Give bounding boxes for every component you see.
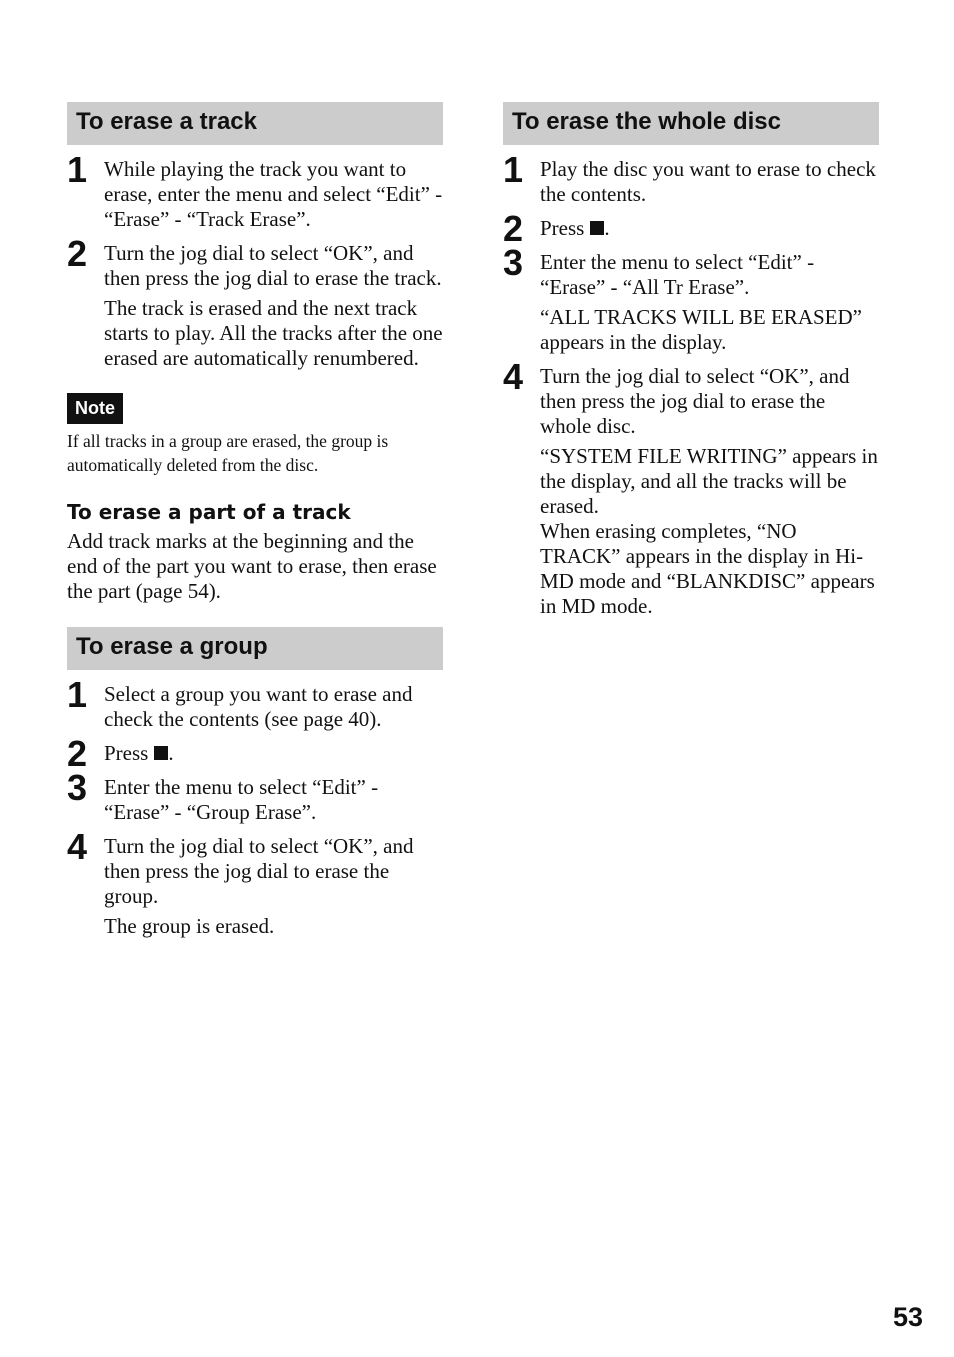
step [67,674,443,732]
step-text: Select a group you want to erase and check the contents (see page 40). [104,682,413,731]
step-number: 1 [503,149,524,190]
step-text: Enter the menu to select “Edit” - “Erase” - “All Tr Erase”. [540,250,815,299]
section-title-erase-track: To erase a track [67,102,443,145]
step-result-text: The track is erased and the next track starts to play. All the tracks after the one erased are automatically renumbered. [104,296,443,370]
step [67,767,443,825]
step-text-press [104,741,443,766]
step-number: 3 [503,242,524,283]
step-number: 4 [503,356,524,397]
step [67,826,443,939]
section-title-erase-disc: To erase the whole disc [503,102,879,145]
subheading-erase-part: To erase a part of a track [67,500,351,524]
step-number: 1 [67,674,88,715]
stop-icon [154,746,168,760]
section-title-erase-group: To erase a group [67,627,443,670]
press-label: Press [540,216,585,240]
step-number: 1 [67,149,88,190]
step [67,733,443,774]
step [67,233,443,371]
step-text: Turn the jog dial to select “OK”, and then press the jog dial to erase the track. [104,241,442,290]
page-number: 53 [892,1302,923,1332]
step [503,242,879,355]
step-result-text: The group is erased. [104,914,275,938]
step-text: Turn the jog dial to select “OK”, and then press the jog dial to erase the whole disc. [540,364,850,438]
step-number: 3 [67,767,88,808]
left-column [67,102,443,948]
step-number: 2 [67,233,88,274]
step-text: Enter the menu to select “Edit” - “Erase” - “Group Erase”. [104,775,379,824]
step-result-text: “SYSTEM FILE WRITING” appears in the display, and all the tracks will be erased. [540,444,878,518]
step [503,356,879,619]
right-column [503,102,879,628]
stop-icon [590,221,604,235]
step-completion-text: When erasing completes, “NO TRACK” appears in the display in Hi-MD mode and “BLANKDISC” appears in MD mode. [540,519,875,618]
step [67,149,443,232]
step-result-text: “ALL TRACKS WILL BE ERASED” appears in the display. [540,305,862,354]
step-number: 2 [503,208,524,249]
step-text: While playing the track you want to erase, enter the menu and select “Edit” - “Erase” - “Track Erase”. [104,157,443,231]
erase-disc-steps [503,149,879,619]
step-text: Turn the jog dial to select “OK”, and then press the jog dial to erase the group. [104,834,414,908]
step [503,208,879,249]
press-suffix: . [168,741,174,765]
step-number: 4 [67,826,88,867]
step [503,149,879,207]
step-text: Play the disc you want to erase to check the contents. [540,157,876,206]
note-text: If all tracks in a group are erased, the group is automatically deleted from the disc. [67,431,389,475]
erase-part-text: Add track marks at the beginning and the end of the part you want to erase, then erase the part (page 54). [67,529,437,603]
step-text-press [540,216,879,241]
erase-group-steps [67,674,443,939]
erase-track-steps [67,149,443,371]
step-number: 2 [67,733,88,774]
note-badge: Note [67,393,123,424]
press-label: Press [104,741,149,765]
press-suffix: . [604,216,610,240]
